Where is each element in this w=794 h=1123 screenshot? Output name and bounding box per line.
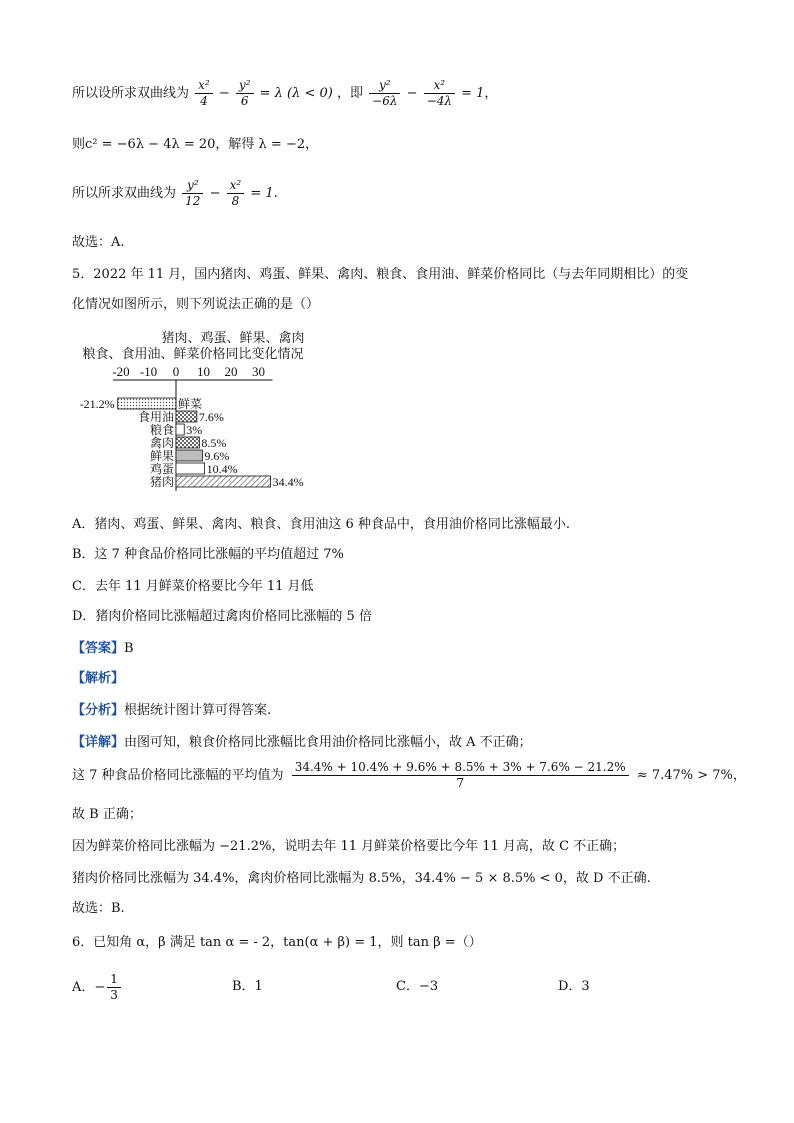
value-label: 7.6% — [198, 410, 224, 424]
xiangjie-line: 【详解】由图可知，粮食价格同比涨幅比食用油价格同比涨幅小，故 A 不正确； — [72, 735, 532, 750]
frac-x2-over-neg4l: $\frac{\text{x²}}{-4\lambda}$ — [424, 78, 455, 109]
q6-option-c: C．−3 — [396, 979, 439, 994]
answer-line — [72, 640, 134, 658]
x-tick-label: -20 — [112, 364, 130, 379]
bar-2 — [176, 424, 184, 435]
x-tick-label: -10 — [139, 364, 158, 379]
option-b: B．这 7 种食品价格同比涨幅的平均值超过 7% — [72, 547, 344, 562]
category-label: 鸡蛋 — [149, 462, 174, 476]
chart-title-line2: 粮食、食用油、鲜菜价格同比变化情况 — [82, 346, 304, 361]
value-label: 9.6% — [204, 449, 230, 463]
answer-value: B — [124, 641, 134, 656]
bar-6 — [176, 476, 271, 487]
frac-y2-over-neg6l: $\frac{\text{y²}}{-6\lambda}$ — [369, 78, 400, 109]
value-label: 3% — [186, 423, 203, 437]
value-label: -21.2% — [79, 397, 115, 411]
category-label: 鲜果 — [149, 449, 174, 463]
hyperbola-setup-line: 所以设所求双曲线为 $\frac{\text{x²}}{4}$ − $\frac{\text{y²}}{6}$ = λ (λ < 0) ，即 $\frac{\text{y²}}{-6\lambda}$ − $\frac{\text{x²}}{-4\lambda}$ = 1， — [72, 78, 498, 108]
frac-y2-over-12: $\frac{\text{y²}}{12}$ — [182, 178, 203, 209]
frac-y2-over-6: $\frac{\text{y²}}{6}$ — [236, 78, 254, 109]
category-label: 食用油 — [137, 410, 174, 424]
d-explanation-line: 猪肉价格同比涨幅为 34.4%，禽肉价格同比涨幅为 8.5%，34.4% − 5 × 8.5% < 0，故 D 不正确. — [72, 871, 651, 886]
category-label: 粮食 — [149, 423, 174, 437]
option-c: C．去年 11 月鲜菜价格要比今年 11 月低 — [72, 579, 314, 594]
x-tick-label: 20 — [224, 364, 238, 379]
value-label: 8.5% — [201, 436, 227, 450]
average-line: 这 7 种食品价格同比涨幅的平均值为 $\frac{34.4\% + 10.4\% + 9.6\% + 8.5\% + 3\% + 7.6\% - 21.2\%}{7}$ ≈ 7.47% > 7%， — [72, 760, 746, 790]
c-squared-line: 则c² = −6λ − 4λ = 20，解得 λ = −2， — [72, 137, 319, 152]
category-label: 鲜菜 — [178, 397, 203, 411]
option-a: A．猪肉、鸡蛋、鲜果、禽肉、粮食、食用油这 6 种食品中，食用油价格同比涨幅最小. — [72, 517, 571, 532]
x-tick-label: 10 — [197, 364, 210, 379]
x-tick-label: 30 — [252, 364, 265, 379]
question-5-line2: 化情况如图所示，则下列说法正确的是（） — [72, 297, 320, 312]
average-fraction: $\frac{34.4\% + 10.4\% + 9.6\% + 8.5\% + 3\% + 7.6\% - 21.2\%}{7}$ — [292, 760, 629, 791]
q6-option-b: B．1 — [232, 979, 263, 994]
question-6-line: 6．已知角 α，β 满足 tan α = - 2，tan(α + β) = 1，则 tan β =（） — [72, 935, 482, 950]
b-correct-line: 故 B 正确； — [72, 807, 142, 822]
x-tick-label: 0 — [172, 364, 180, 379]
option-d: D．猪肉价格同比涨幅超过禽肉价格同比涨幅的 5 倍 — [72, 609, 372, 624]
hyperbola-result-line: 所以所求双曲线为 $\frac{\text{y²}}{12}$ − $\frac{\text{x²}}{8}$ = 1. — [72, 178, 278, 208]
bar-1 — [176, 411, 197, 422]
fenxi-line: 【分析】根据统计图计算可得答案. — [72, 703, 272, 718]
value-label: 34.4% — [272, 475, 304, 489]
c-explanation-line: 因为鲜菜价格同比涨幅为 −21.2%，说明去年 11 月鲜菜价格要比今年 11 月高，故 C 不正确； — [72, 839, 626, 854]
q6-option-a: A．− $\frac{1}{3}$ — [72, 972, 123, 1003]
answer-tag: 【答案】 — [72, 641, 125, 656]
price-change-bar-chart — [60, 326, 380, 496]
setup-prefix: 所以设所求双曲线为 — [72, 86, 190, 101]
question-5-line1: 5．2022 年 11 月，国内猪肉、鸡蛋、鲜果、禽肉、粮食、食用油、鲜菜价格同比（与去年同期相比）的变 — [72, 267, 689, 282]
bar-3 — [176, 437, 199, 448]
category-label: 禽肉 — [149, 436, 174, 450]
category-label: 猪肉 — [149, 475, 174, 489]
frac-x2-over-4: $\frac{\text{x²}}{4}$ — [195, 78, 213, 109]
frac-x2-over-8: $\frac{\text{x²}}{8}$ — [227, 178, 245, 209]
bar-4 — [176, 450, 202, 461]
bar-5 — [176, 463, 205, 474]
q6-option-d: D．3 — [558, 979, 590, 994]
analysis-tag: 【解析】 — [72, 671, 125, 686]
bar-0 — [118, 398, 176, 409]
answer-a-line: 故选：A. — [72, 235, 125, 250]
final-answer-line: 故选：B. — [72, 901, 125, 916]
value-label: 10.4% — [206, 462, 238, 476]
chart-title-line1: 猪肉、鸡蛋、鲜果、禽肉 — [161, 330, 305, 345]
